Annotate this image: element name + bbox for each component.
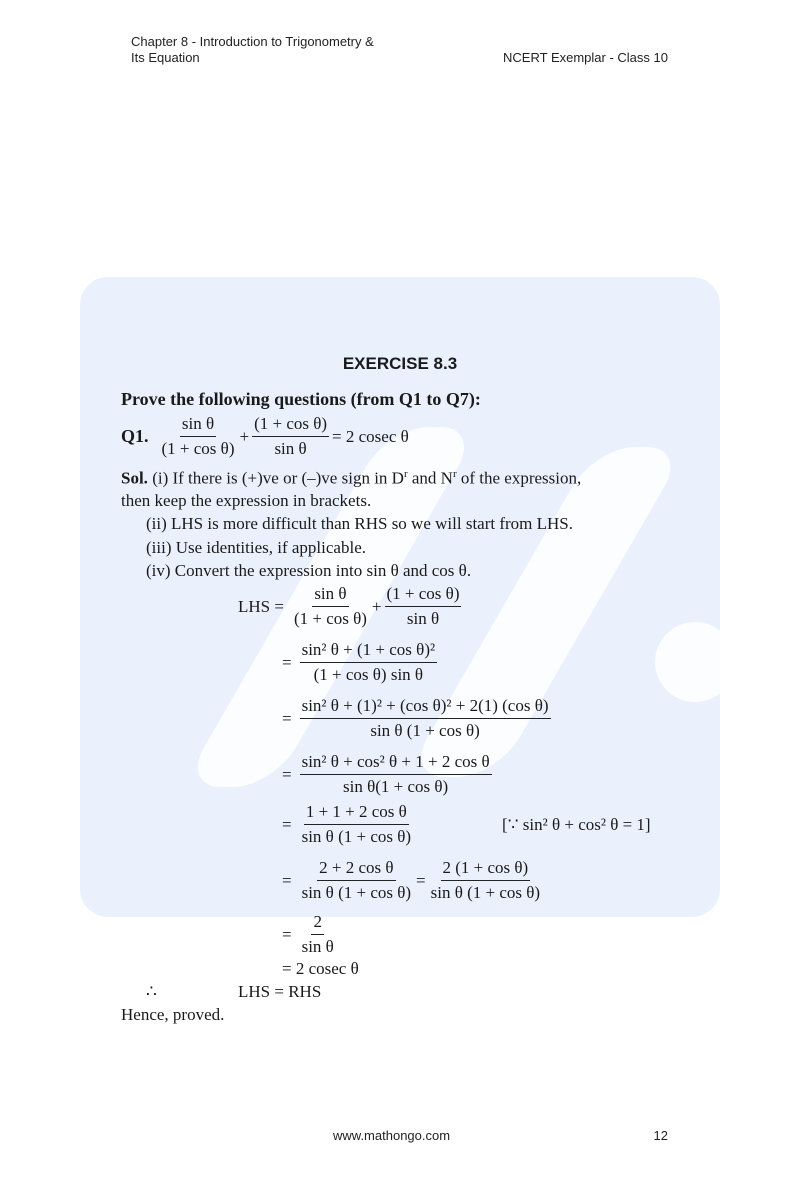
- instruction: Prove the following questions (from Q1 to Q7):: [121, 389, 481, 409]
- exercise-title: EXERCISE 8.3: [342, 354, 458, 373]
- question-1: Q1. $\frac{\text{sin θ}}{\text{(1 + cos θ)}}$ + $\frac{\text{(1 + cos θ)}}{\text{sin θ}}$ = 2 cosec θ: [121, 414, 409, 458]
- fraction: $\frac{\text{sin θ}}{\text{(1 + cos θ)}}$: [161, 414, 235, 458]
- footer-url: www.mathongo.com: [333, 1128, 451, 1143]
- solution-step-3: (iii) Use identities, if applicable.: [146, 538, 366, 557]
- identity-note: [∵ sin² θ + cos² θ = 1]: [502, 814, 651, 834]
- solution-step-1: Sol. (i) If there is (+)ve or (–)ve sign in $D^r$ and $N^r$ of the expression,: [121, 468, 582, 488]
- therefore-symbol: ∴: [146, 982, 157, 1001]
- derivation-line-3: = $\frac{\text{sin² θ + (1)² + (cos θ)² + 2(1) (cos θ)}}{\text{sin θ (1 + cos θ)}}$: [282, 696, 549, 740]
- derivation-line-6: = $\frac{\text{2 + 2 cos θ}}{\text{sin θ (1 + cos θ)}}$ = $\frac{\text{2 (1 + cos θ)}}{\text{sin θ (1 + cos θ)}}$: [282, 858, 541, 902]
- book-title: NCERT Exemplar - Class 10: [503, 50, 668, 65]
- question-label: Q1.: [121, 426, 149, 446]
- derivation-line-4: = $\frac{\text{sin² θ + cos² θ + 1 + 2 cos θ}}{\text{sin θ(1 + cos θ)}}$: [282, 752, 490, 796]
- solution-step-4: (iv) Convert the expression into sin θ and cos θ.: [146, 561, 472, 580]
- solution-step-1-cont: then keep the expression in brackets.: [121, 491, 372, 510]
- derivation-line-8: = 2 cosec θ: [282, 959, 359, 978]
- lhs-label: LHS =: [238, 596, 284, 616]
- solution-label: Sol.: [121, 468, 148, 488]
- solution-step-2: (ii) LHS is more difficult than RHS so we will start from LHS.: [146, 514, 574, 533]
- chapter-title-line1: Chapter 8 - Introduction to Trigonometry &: [131, 34, 374, 49]
- derivation-line-7: = $\frac{2}{\text{sin θ}}$: [282, 912, 334, 956]
- chapter-title-line2: Its Equation: [131, 50, 200, 65]
- derivation-line-2: = $\frac{\text{sin² θ + (1 + cos θ)²}}{\text{(1 + cos θ) sin θ}}$: [282, 640, 436, 684]
- conclusion: LHS = RHS: [238, 982, 322, 1001]
- hence-proved: Hence, proved.: [121, 1005, 225, 1024]
- derivation-line-1: LHS = $\frac{\text{sin θ}}{\text{(1 + cos θ)}}$ + $\frac{\text{(1 + cos θ)}}{\text{sin θ}}$: [238, 584, 460, 628]
- fraction: $\frac{\text{(1 + cos θ)}}{\text{sin θ}}$: [254, 414, 328, 458]
- derivation-line-5: = $\frac{\text{1 + 1 + 2 cos θ}}{\text{sin θ (1 + cos θ)}}$ [∵ sin² θ + cos² θ = 1]: [282, 802, 651, 846]
- page-number: 12: [653, 1128, 668, 1143]
